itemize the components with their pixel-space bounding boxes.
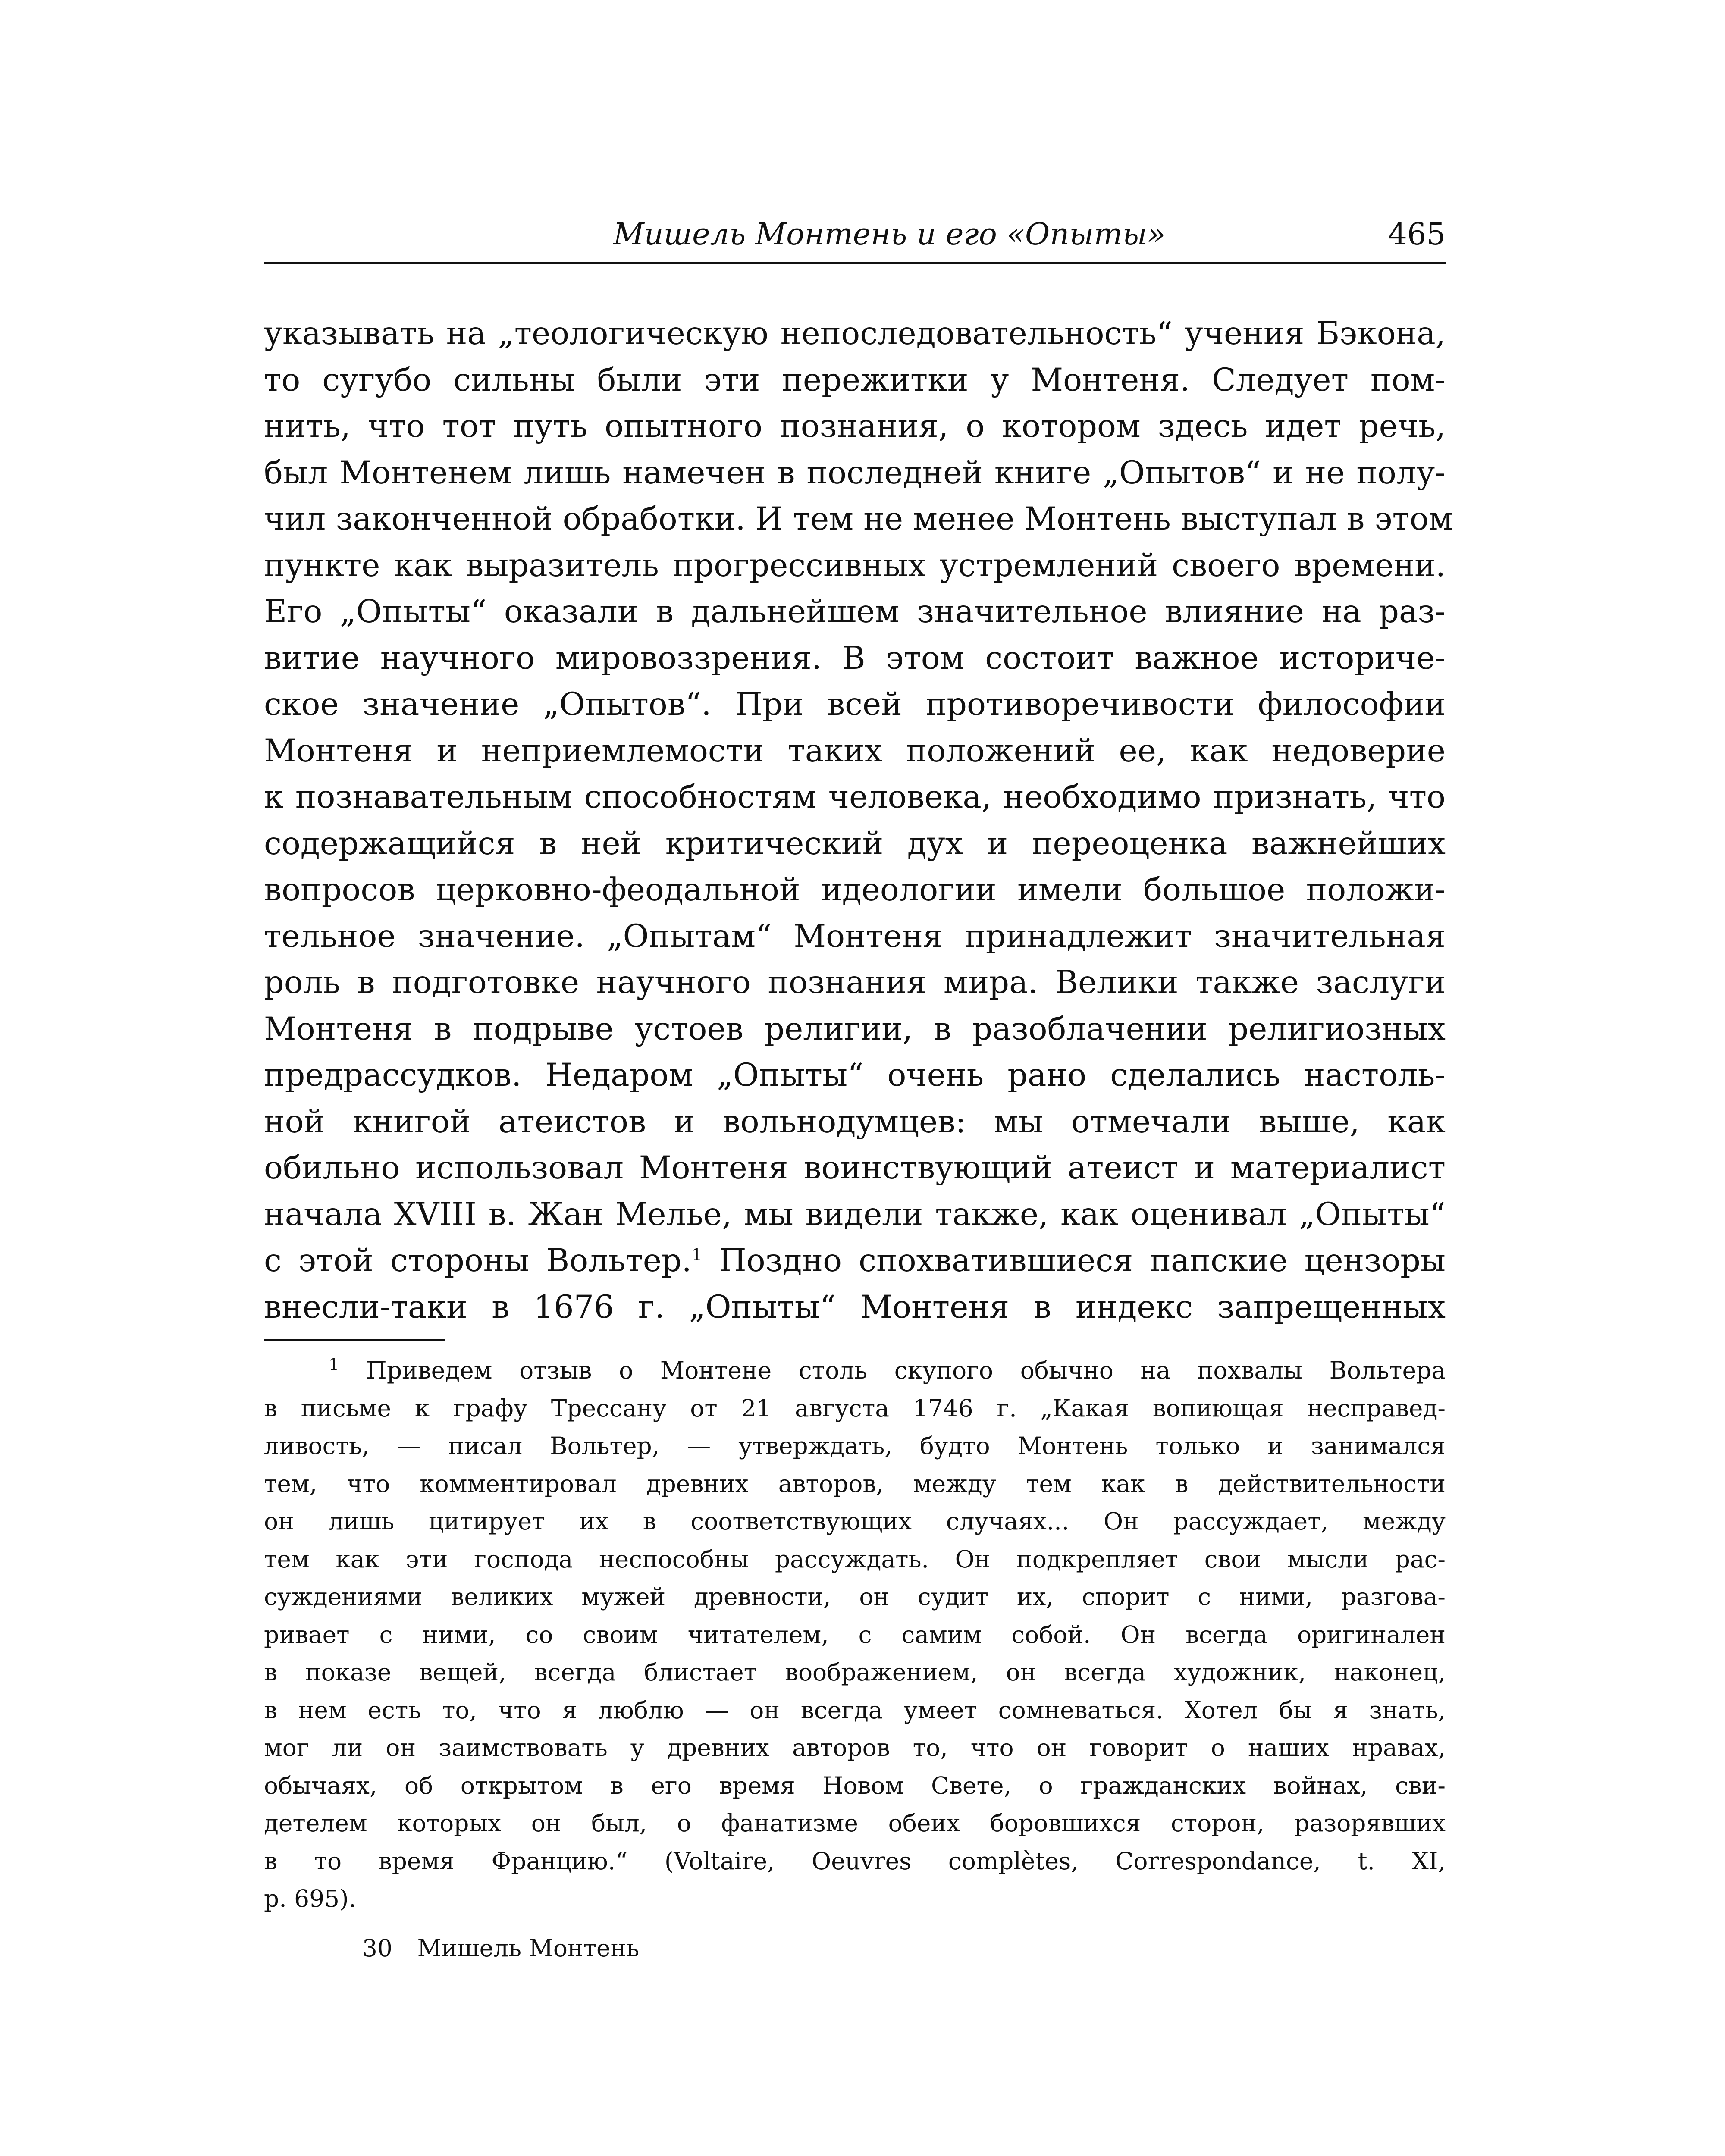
page-number: 465 — [1388, 216, 1446, 252]
footnote-line: тем, что комментировал древних авторов, между тем как в действительности — [264, 1470, 1446, 1498]
text-line: нить, что тот путь опытного познания, о котором здесь идет речь, — [264, 408, 1446, 445]
footnote-line: ливость, — писал Вольтер, — утверждать, будто Монтень только и занимался — [264, 1432, 1446, 1460]
footnote-line: в то время Францию.“ (Voltaire, Oeuvres complètes, Correspondance, t. XI, — [264, 1847, 1446, 1875]
text-line: тельное значение. „Опытам“ Монтеня принадлежит значительная — [264, 918, 1446, 955]
text-line-with-footnote-ref — [264, 1238, 1446, 1284]
running-title: Мишель Монтень и его «Опыты» — [613, 216, 1166, 252]
footnote — [264, 1352, 1446, 1918]
footnote-line: обычаях, об открытом в его время Новом Свете, о гражданских войнах, сви- — [264, 1771, 1446, 1799]
footnote-line: мог ли он заимствовать у древних авторов то, что он говорит о наших нравах, — [264, 1734, 1446, 1761]
footnote-line: ривает с ними, со своим читателем, с самим собой. Он всегда оригинален — [264, 1620, 1446, 1648]
text-line: ной книгой атеистов и вольнодумцев: мы отмечали выше, как — [264, 1103, 1446, 1140]
text-line: начала XVIII в. Жан Мелье, мы видели также, как оценивал „Опыты“ — [264, 1196, 1446, 1233]
text-line: ское значение „Опытов“. При всей противоречивости философии — [264, 686, 1446, 723]
text-line: то сугубо сильны были эти пережитки у Монтеня. Следует пом- — [264, 361, 1446, 398]
footnote-line: p. 695). — [264, 1885, 357, 1912]
footnote-line: детелем которых он был, о фанатизме обеих боровшихся сторон, разорявших — [264, 1809, 1446, 1837]
footnote-line: тем как эти господа неспособны рассуждать. Он подкрепляет свои мысли рас- — [264, 1545, 1446, 1573]
text-line: содержащийся в ней критический дух и переоценка важнейших — [264, 825, 1446, 862]
text-line: роль в подготовке научного познания мира. Велики также заслуги — [264, 964, 1446, 1001]
footnote-reference: 1 — [691, 1245, 703, 1264]
text-line: внесли-таки в 1676 г. „Опыты“ Монтеня в индекс запрещенных — [264, 1288, 1446, 1326]
footnote-line: он лишь цитирует их в соответствующих случаях... Он рассуждает, между — [264, 1507, 1446, 1535]
footnote-number: 1 — [329, 1355, 339, 1374]
text-line: чил законченной обработки. И тем не менее Монтень выступал в этом — [264, 501, 1453, 537]
footnote-text: Приведем отзыв о Монтене столь скупого обычно на похвалы Вольтера — [339, 1357, 1446, 1384]
text-line: Его „Опыты“ оказали в дальнейшем значительное влияние на раз- — [264, 593, 1446, 630]
footnote-line: в показе вещей, всегда блистает воображением, он всегда художник, наконец, — [264, 1658, 1446, 1686]
footnote-line — [264, 1352, 1446, 1390]
footnote-divider — [264, 1339, 445, 1341]
text-line: Монтеня в подрыве устоев религии, в разоблачении религиозных — [264, 1010, 1446, 1047]
text-line: обильно использовал Монтеня воинствующий атеист и материалист — [264, 1150, 1446, 1186]
footnote-line: в нем есть то, что я люблю — он всегда умеет сомневаться. Хотел бы я знать, — [264, 1696, 1446, 1724]
footnote-line: в письме к графу Трессану от 21 августа 1746 г. „Какая вопиющая несправед- — [264, 1394, 1446, 1422]
text-line: вопросов церковно-феодальной идеологии имели большое положи- — [264, 871, 1446, 908]
text-line: был Монтенем лишь намечен в последней книге „Опытов“ и не полу- — [264, 454, 1446, 491]
text-line: указывать на „теологическую непоследовательность“ учения Бэкона, — [264, 315, 1446, 352]
running-head — [264, 210, 1446, 264]
text-line: Монтеня и неприемлемости таких положений ее, как недоверие — [264, 732, 1446, 769]
footnote-line: суждениями великих мужей древности, он судит их, спорит с ними, разгова- — [264, 1583, 1446, 1611]
text-line: предрассудков. Недаром „Опыты“ очень рано сделались настоль- — [264, 1057, 1446, 1094]
text-line: пункте как выразитель прогрессивных устремлений своего времени. — [264, 547, 1446, 584]
text-line: витие научного мировоззрения. В этом состоит важное историче- — [264, 639, 1446, 677]
text-segment: с этой стороны Вольтер. — [264, 1242, 692, 1279]
signature-number: 30 — [362, 1934, 392, 1962]
text-line: к познавательным способностям человека, необходимо признать, что — [264, 779, 1446, 815]
printer-signature — [362, 1931, 639, 1965]
main-text — [264, 310, 1453, 1330]
text-segment: Поздно спохватившиеся папские цензоры — [702, 1242, 1446, 1279]
signature-text: Мишель Монтень — [417, 1934, 640, 1962]
